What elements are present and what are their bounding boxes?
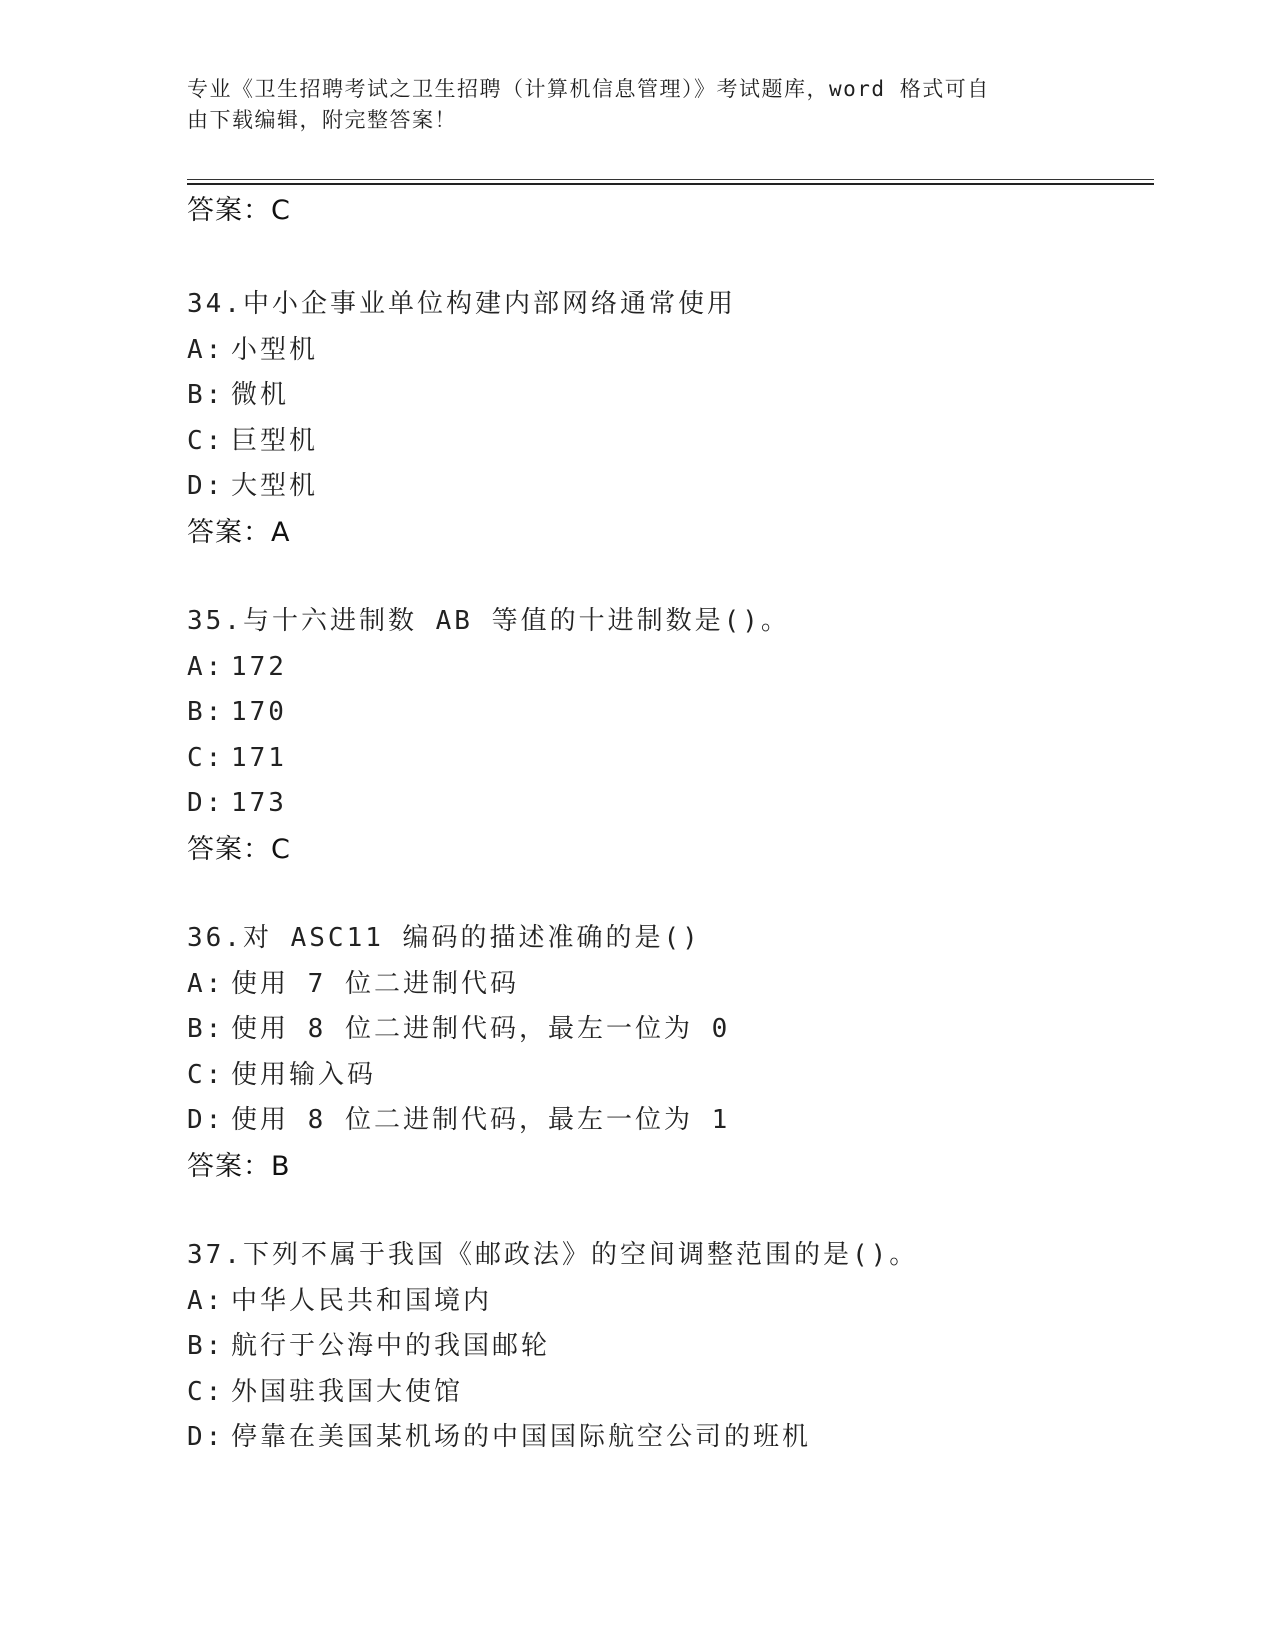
question-option (187, 1324, 1147, 1370)
option-text: 171 (231, 742, 287, 773)
header-line-1: 专业《卫生招聘考试之卫生招聘（计算机信息管理）》考试题库，word 格式可自 (187, 77, 990, 101)
question-option (187, 1370, 1147, 1416)
question-option (187, 1098, 1147, 1144)
option-text: 中华人民共和国境内 (231, 1285, 493, 1316)
option-letter: C: (187, 742, 225, 773)
option-text: 大型机 (231, 471, 319, 501)
question-option (187, 781, 1147, 827)
header-rule-thin (187, 179, 1154, 180)
header-line-2: 由下载编辑，附完整答案！ (187, 108, 457, 132)
question-option (187, 373, 1147, 419)
header-rule-thick (187, 183, 1154, 185)
option-letter: C: (187, 425, 225, 456)
question-option (187, 1279, 1147, 1325)
option-text: 170 (231, 697, 287, 727)
question-block (187, 599, 1147, 872)
option-text: 使用 7 位二进制代码 (231, 968, 519, 999)
option-letter: A: (187, 968, 225, 999)
option-text: 172 (231, 651, 287, 682)
question-option (187, 962, 1147, 1008)
option-letter: A: (187, 1285, 225, 1316)
question-answer: 答案：C (187, 833, 291, 865)
question-option (187, 645, 1147, 691)
question-option (187, 690, 1147, 736)
option-letter: D: (187, 1105, 225, 1135)
question-block (187, 916, 1147, 1189)
option-text: 停靠在美国某机场的中国国际航空公司的班机 (231, 1422, 812, 1452)
option-text: 微机 (231, 380, 290, 410)
option-letter: C: (187, 1059, 225, 1090)
option-text: 使用输入码 (231, 1059, 377, 1090)
question-title: 34.中小企事业单位构建内部网络通常使用 (187, 289, 736, 319)
option-letter: B: (187, 697, 225, 727)
option-letter: D: (187, 1422, 225, 1452)
question-option (187, 1415, 1147, 1461)
document-header (187, 74, 1067, 136)
option-letter: D: (187, 788, 225, 818)
option-text: 小型机 (231, 334, 319, 365)
question-answer: 答案：B (187, 1150, 291, 1182)
option-letter: A: (187, 651, 225, 682)
question-block (187, 282, 1147, 555)
question-option (187, 1053, 1147, 1099)
option-letter: B: (187, 1331, 225, 1361)
option-text: 航行于公海中的我国邮轮 (231, 1331, 551, 1361)
option-letter: C: (187, 1376, 225, 1407)
previous-answer: 答案：C (187, 195, 291, 226)
question-answer: 答案：A (187, 516, 291, 548)
question-option (187, 419, 1147, 465)
option-letter: A: (187, 334, 225, 365)
option-text: 使用 8 位二进制代码，最左一位为 1 (231, 1105, 731, 1135)
question-title: 36.对 ASC11 编码的描述准确的是() (187, 923, 701, 953)
question-title: 35.与十六进制数 AB 等值的十进制数是()。 (187, 606, 790, 636)
option-text: 使用 8 位二进制代码，最左一位为 0 (231, 1014, 731, 1044)
option-letter: B: (187, 1014, 225, 1044)
option-letter: B: (187, 380, 225, 410)
question-option (187, 1007, 1147, 1053)
question-option (187, 736, 1147, 782)
option-letter: D: (187, 471, 225, 501)
question-block (187, 1233, 1147, 1461)
question-option (187, 464, 1147, 510)
option-text: 173 (231, 788, 287, 818)
question-title: 37.下列不属于我国《邮政法》的空间调整范围的是()。 (187, 1240, 919, 1270)
question-list (187, 282, 1147, 1505)
option-text: 巨型机 (231, 425, 319, 456)
question-option (187, 328, 1147, 374)
option-text: 外国驻我国大使馆 (231, 1376, 464, 1407)
